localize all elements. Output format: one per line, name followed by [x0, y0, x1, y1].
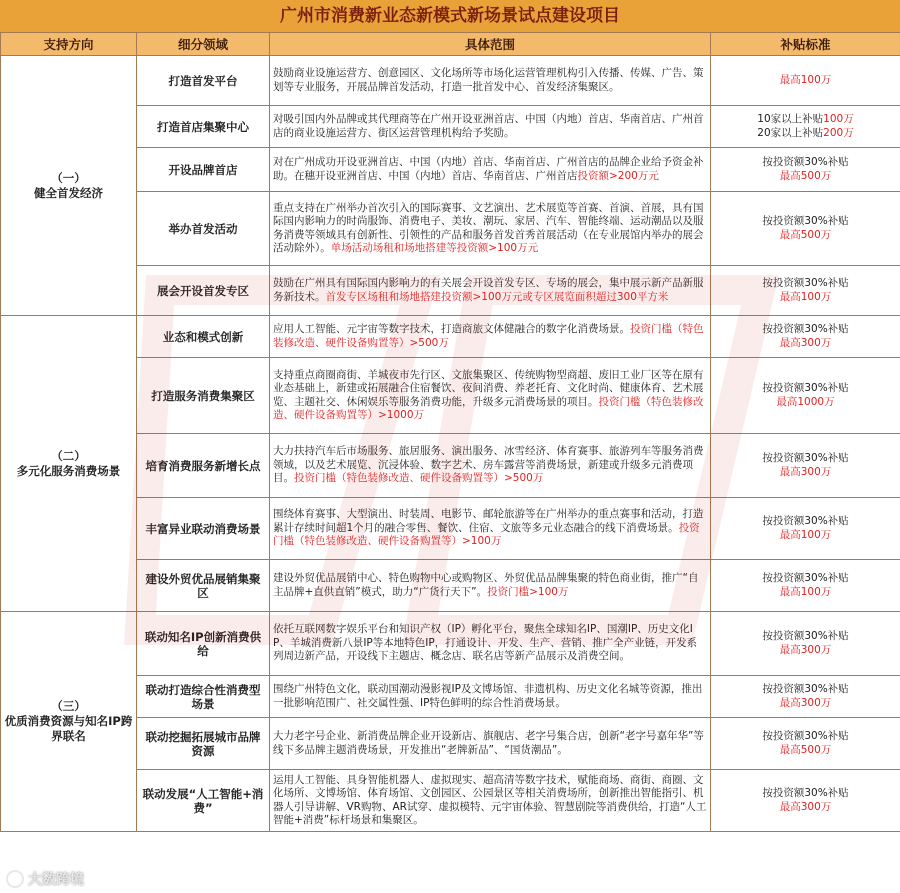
area-cell: 开设品牌首店	[137, 148, 270, 192]
scope-cell	[270, 718, 711, 770]
subsidy-cell	[711, 434, 900, 498]
scope-threshold: 首发专区场租和场地搭建投资额>100万元或专区展览面积超过300平方米	[325, 290, 669, 303]
subsidy-cell	[711, 106, 900, 148]
scope-text: 重点支持在广州举办首次引入的国际赛事、文艺演出、艺术展览等首赛、首演、首展，具有国际国内影响力的时尚服饰、消费电子、美妆、潮玩、家居、汽车、智能终端、运动潮品以及服务消费等领域具有创新性、引领性的产品和服务首发首秀首展活动（在专业展馆内举办的展会活动除外）。	[273, 201, 704, 254]
scope-cell	[270, 498, 711, 560]
area-cell: 举办首发活动	[137, 192, 270, 266]
subsidy-max: 最高500万	[779, 743, 832, 756]
area-cell: 联动知名IP创新消费供给	[137, 612, 270, 676]
subsidy-cell	[711, 56, 900, 106]
area-cell: 联动发展“人工智能+消费”	[137, 770, 270, 832]
scope-text: 大力老字号企业、新消费品牌企业开设新店、旗舰店、老字号集合店，创新“老字号嘉年华”等线下多品牌主题消费场景，开发推出“老牌新品”、“国货潮品”。	[273, 730, 704, 756]
brand-logo	[6, 869, 84, 889]
area-cell: 打造首店集聚中心	[137, 106, 270, 148]
subsidy-max: 最高100万	[779, 290, 832, 303]
area-cell: 打造首发平台	[137, 56, 270, 106]
scope-text: 围绕广州特色文化，联动国潮动漫影视IP及文博场馆、非遗机构、历史文化名城等资源，推出一批影响范围广、社交属性强、IP特色鲜明的综合性消费场景。	[273, 683, 703, 709]
camera-swirl-icon	[6, 870, 24, 888]
scope-cell	[270, 612, 711, 676]
scope-text: 运用人工智能、具身智能机器人、虚拟现实、超高清等数字技术，赋能商场、商街、商圈、文化场所、文博场馆、体育场馆、文创园区、公园景区等相关消费场所，创新推出智能指引、机器人引导讲解、VR购物、AR试穿、虚拟模特、元宇宙体验、智慧剧院等消费供给，打造“人工智能+消费”标杆场景和集聚区。	[273, 773, 707, 826]
subsidy-rate: 按投资额30%补贴	[762, 572, 849, 584]
subsidy-max: 最高300万	[779, 643, 832, 656]
direction-cell	[1, 612, 137, 832]
subsidy-max: 最高1000万	[776, 395, 835, 408]
subsidy-rate: 按投资额30%补贴	[762, 156, 849, 168]
scope-cell	[270, 358, 711, 434]
subsidy-cell	[711, 676, 900, 718]
project-table	[0, 32, 900, 832]
subsidy-line	[714, 127, 897, 141]
scope-text: 建设外贸优品展销中心、特色购物中心或购物区、外贸优品品牌集聚的特色商业街，推广“自主品牌+直供直销”模式，助力“广货行天下”。	[273, 572, 699, 598]
scope-cell	[270, 106, 711, 148]
scope-threshold: 投资门槛（特色装修改造、硬件设备购置等）>1000万	[273, 395, 704, 421]
subsidy-max: 最高300万	[779, 336, 832, 349]
area-cell: 业态和模式创新	[137, 316, 270, 358]
direction-label-line: （三）	[51, 699, 86, 713]
area-cell: 打造服务消费集聚区	[137, 358, 270, 434]
scope-text: 对在广州成功开设亚洲首店、中国（内地）首店、华南首店、广州首店的品牌企业给予资金补助。在穗开设亚洲首店、中国（内地）首店、华南首店、广州首店	[273, 156, 704, 182]
subsidy-cell	[711, 560, 900, 612]
direction-label-line: （二）	[51, 448, 86, 463]
scope-cell	[270, 434, 711, 498]
scope-text: 鼓励商业设施运营方、创意园区、文化场所等市场化运营管理机构引入传播、传媒、广告、策划等专业服务，开展品牌首发活动，打造一批首发中心、首发经济集聚区。	[273, 67, 704, 93]
scope-text: 对吸引国内外品牌或其代理商等在广州开设亚洲首店、中国（内地）首店、华南首店、广州首店的商业设施运营方、街区运营管理机构给予奖励。	[273, 113, 704, 139]
subsidy-cell	[711, 266, 900, 316]
subsidy-cell	[711, 192, 900, 266]
subsidy-cell	[711, 718, 900, 770]
scope-threshold: 单场活动场租和场地搭建等投资额>100万元	[330, 242, 539, 254]
subsidy-max: 最高500万	[779, 169, 832, 182]
direction-label-line: 多元化服务消费场景	[16, 463, 121, 478]
subsidy-max: 最高100万	[779, 528, 832, 541]
subsidy-max: 最高100万	[779, 73, 832, 86]
direction-label-line: （一）	[51, 170, 86, 185]
scope-cell	[270, 560, 711, 612]
subsidy-rate: 按投资额30%补贴	[762, 630, 849, 642]
subsidy-rate: 按投资额30%补贴	[762, 277, 849, 289]
subsidy-cell	[711, 316, 900, 358]
subsidy-max: 最高300万	[779, 696, 832, 709]
subsidy-condition: 10家以上补贴	[757, 113, 824, 125]
subsidy-rate: 按投资额30%补贴	[762, 683, 849, 695]
scope-threshold: 投资门槛（特色装修改造、硬件设备购置等）>100万	[273, 521, 700, 548]
scope-threshold: 投资门槛>100万	[487, 585, 569, 598]
area-cell: 展会开设首发专区	[137, 266, 270, 316]
scope-threshold: 投资门槛（特色装修改造、硬件设备购置等）>500万	[273, 323, 704, 349]
scope-cell	[270, 56, 711, 106]
subsidy-max: 最高300万	[779, 465, 832, 478]
area-cell: 丰富异业联动消费场景	[137, 498, 270, 560]
area-cell: 建设外贸优品展销集聚区	[137, 560, 270, 612]
scope-text: 支持重点商圈商街、羊城夜市先行区、文旅集聚区、传统购物型商超、废旧工业厂区等在原有业态基础上，新建或拓展融合住宿餐饮、夜间消费、养老托育、文化时尚、健康体育、艺术展览、主题社交、休闲娱乐等服务消费功能，升级多元消费场景的项目。	[273, 368, 704, 408]
subsidy-amount: 200万	[823, 126, 854, 139]
subsidy-rate: 按投资额30%补贴	[762, 382, 849, 394]
direction-label-line: 优质消费资源与知名IP跨界联名	[4, 714, 133, 743]
area-cell: 联动打造综合性消费型场景	[137, 676, 270, 718]
table-row	[1, 612, 900, 676]
subsidy-cell	[711, 498, 900, 560]
subsidy-max: 最高500万	[779, 228, 832, 241]
table-header-row	[1, 33, 900, 56]
subsidy-cell	[711, 612, 900, 676]
page-title: 广州市消费新业态新模式新场景试点建设项目	[0, 0, 900, 33]
area-cell: 联动挖掘拓展城市品牌资源	[137, 718, 270, 770]
header-direction: 支持方向	[1, 33, 137, 56]
subsidy-cell	[711, 358, 900, 434]
scope-threshold: 投资额>200万元	[577, 169, 659, 182]
subsidy-rate: 按投资额30%补贴	[762, 452, 849, 464]
scope-cell	[270, 770, 711, 832]
scope-cell	[270, 192, 711, 266]
subsidy-amount: 100万	[823, 113, 854, 125]
subsidy-condition: 20家以上补贴	[757, 126, 824, 139]
subsidy-rate: 按投资额30%补贴	[762, 787, 849, 799]
subsidy-cell	[711, 148, 900, 192]
subsidy-rate: 按投资额30%补贴	[762, 515, 849, 527]
subsidy-max: 最高300万	[779, 800, 832, 813]
scope-cell	[270, 148, 711, 192]
header-scope: 具体范围	[270, 33, 711, 56]
subsidy-cell	[711, 770, 900, 832]
scope-text: 大力扶持汽车后市场服务、旅居服务、演出服务、冰雪经济、体育赛事、旅游列车等服务消费领域，以及艺术展览、沉浸体验、数字艺术、房车露营等消费场景，新建或升级多元消费项目。	[273, 445, 704, 485]
table-row	[1, 316, 900, 358]
scope-threshold: 投资门槛（特色装修改造、硬件设备购置等）>500万	[294, 472, 544, 485]
header-area: 细分领域	[137, 33, 270, 56]
scope-cell	[270, 266, 711, 316]
subsidy-line	[714, 113, 897, 127]
subsidy-max: 最高100万	[779, 585, 832, 598]
area-cell: 培育消费服务新增长点	[137, 434, 270, 498]
header-subsidy: 补贴标准	[711, 33, 900, 56]
subsidy-rate: 按投资额30%补贴	[762, 730, 849, 742]
subsidy-rate: 按投资额30%补贴	[762, 323, 849, 335]
direction-cell	[1, 56, 137, 316]
scope-text: 鼓励在广州具有国际国内影响力的有关展会开设首发专区、专场的展会，集中展示新产品新服务新技术。	[273, 277, 704, 303]
scope-text: 应用人工智能、元宇宙等数字技术，打造商旅文体健融合的数字化消费场景。	[273, 323, 630, 335]
direction-cell	[1, 316, 137, 612]
direction-label-line: 健全首发经济	[34, 185, 103, 200]
scope-text: 依托互联网数字娱乐平台和知识产权（IP）孵化平台，聚焦全球知名IP、国潮IP、历史文化IP、羊城消费新八景IP等本地特色IP，打通设计、开发、生产、营销、推广全产业链，开发系列周边新产品，开设线下主题店、概念店、联名店等新产品展示及消费空间。	[273, 623, 698, 663]
table-row	[1, 56, 900, 106]
scope-text: 围绕体育赛事、大型演出、时装周、电影节、邮轮旅游等在广州举办的重点赛事和活动，打造累计存续时间超1个月的融合零售、餐饮、住宿、文旅等多元业态融合的线下消费场景。	[273, 508, 704, 534]
scope-cell	[270, 676, 711, 718]
subsidy-rate: 按投资额30%补贴	[762, 215, 849, 227]
logo-text: 大数跨境	[28, 872, 84, 888]
scope-cell	[270, 316, 711, 358]
